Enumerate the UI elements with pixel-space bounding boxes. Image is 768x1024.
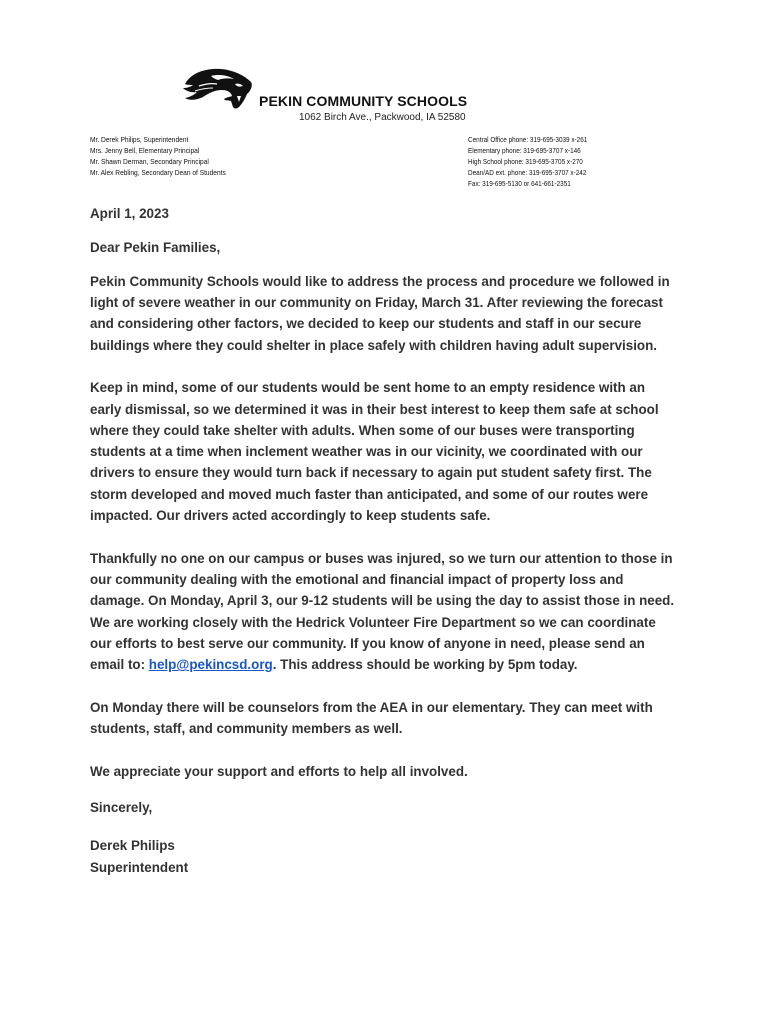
paragraph-3	[90, 548, 680, 676]
staff-list	[90, 134, 226, 178]
staff-elementary-principal: Mrs. Jenny Bell, Elementary Principal	[90, 146, 200, 155]
paragraph-2: Keep in mind, some of our students would be sent home to an empty residence with an early dismissal, so we determined it was in their best interest to keep them safe at school where they could take shelter with adults. When some of our buses were transporting students at a time when inclement weather was in our vicinity, we coordinated with our drivers to ensure they would turn back if necessary to again put student safety first. The storm developed and moved much faster than anticipated, and some of our routes were impacted. Our drivers acted accordingly to keep students safe.	[90, 380, 659, 524]
phone-central-office: Central Office phone: 319-695-3039 x-261	[468, 135, 588, 144]
staff-dean: Mr. Alex Rebling, Secondary Dean of Students	[90, 168, 226, 177]
staff-secondary-principal: Mr. Shawn Derman, Secondary Principal	[90, 157, 209, 166]
letter-body	[90, 203, 680, 878]
help-email-link[interactable]: help@pekincsd.org	[148, 657, 273, 673]
letter-date: April 1, 2023	[90, 206, 169, 221]
signature-title: Superintendent	[90, 859, 189, 875]
panther-logo-icon	[181, 66, 253, 110]
paragraph-3-tail: . This address should be working by 5pm today.	[272, 657, 578, 673]
closing: Sincerely,	[90, 799, 153, 815]
letterhead	[0, 0, 768, 200]
signature-name: Derek Philips	[90, 838, 175, 854]
org-address: 1062 Birch Ave., Packwood, IA 52580	[299, 112, 466, 123]
phone-dean-ad: Dean/AD ext. phone: 319-695-3707 x-242	[468, 168, 587, 177]
org-name: PEKIN COMMUNITY SCHOOLS	[259, 93, 468, 109]
phone-list	[468, 134, 587, 189]
phone-elementary: Elementary phone: 319-695-3707 x-146	[468, 146, 581, 155]
paragraph-3-text: Thankfully no one on our campus or buses was injured, so we turn our attention to those in our community dealing with the emotional and financial impact of property loss and damage. On Monday, April 3, our 9-12 students will be using the day to assist those in need. We are working closely with the Hedrick Volunteer Fire Department so we can coordinate our efforts to best serve our community. If you know of anyone in need, please send an email to:	[90, 550, 675, 673]
phone-fax: Fax: 319-695-5130 or 641-661-2351	[468, 179, 571, 188]
staff-superintendent: Mr. Derek Philips, Superintendent	[90, 135, 189, 144]
paragraph-5: We appreciate your support and efforts to help all involved.	[90, 763, 468, 779]
paragraph-1: Pekin Community Schools would like to address the process and procedure we followed in light of severe weather in our community on Friday, March 31. After reviewing the forecast and considering other factors, we decided to keep our students and staff in our secure buildings where they could shelter in place safely with children having adult supervision.	[90, 273, 670, 353]
phone-high-school: High School phone: 319-695-3705 x-270	[468, 157, 583, 166]
salutation: Dear Pekin Families,	[90, 239, 221, 255]
paragraph-4: On Monday there will be counselors from the AEA in our elementary. They can meet with students, staff, and community members as well.	[90, 699, 653, 737]
